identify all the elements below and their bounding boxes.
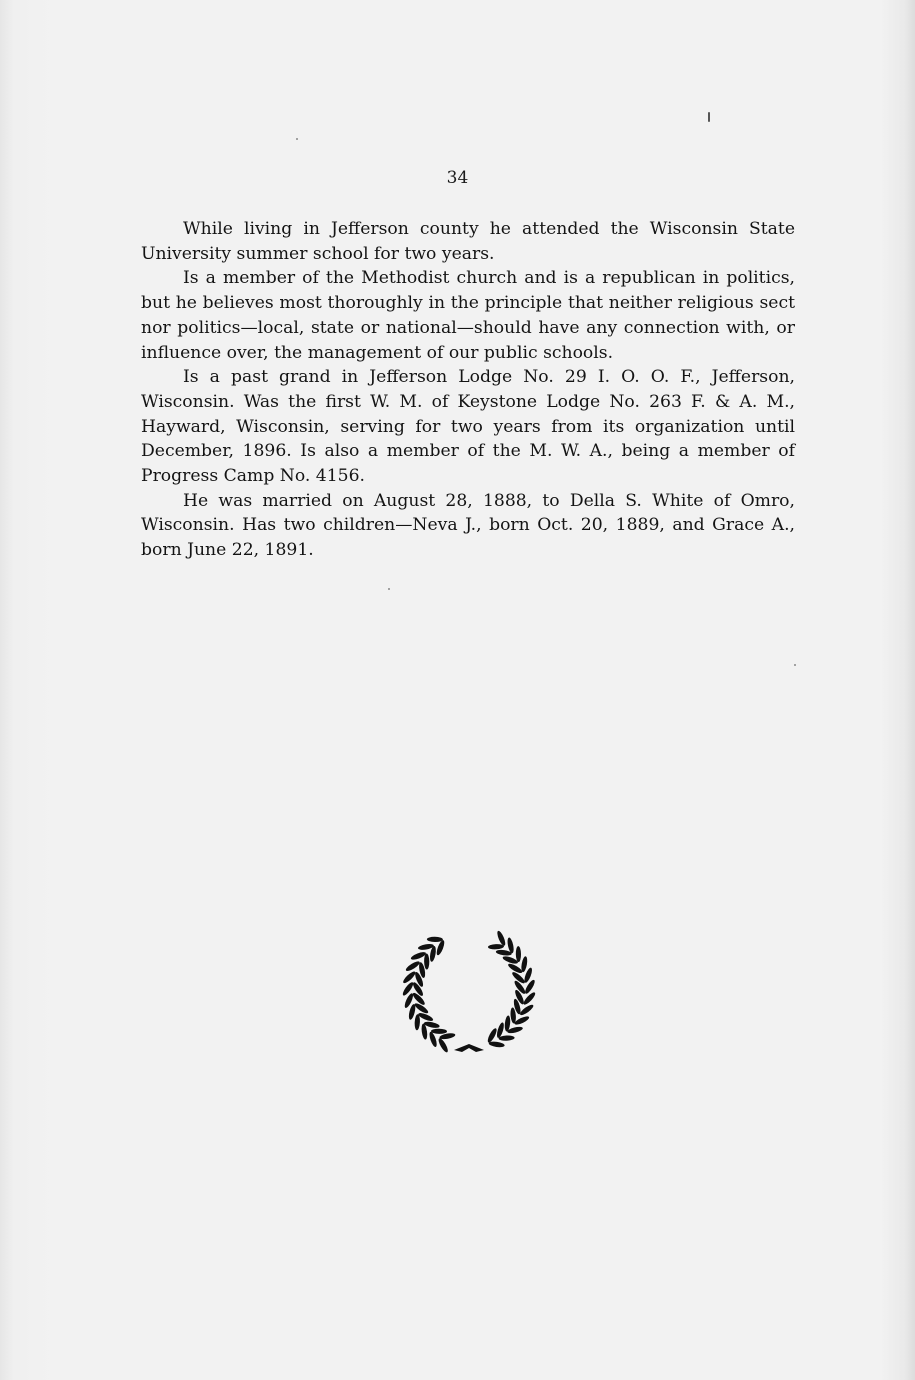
- paragraph-lodges: Is a past grand in Jefferson Lodge No. 29 I. O. O. F., Jefferson, Wisconsin. Was the first W. M. of Keystone Lodge No. 263 F. & A. M., Hayward, Wisconsin, serving for two years from its organization until December, 1896. Is also a member of the M. W. A., being a member of Progress Camp No. 4156.: [141, 367, 795, 487]
- wreath-leaf: [516, 946, 521, 962]
- wreath-leaf: [414, 1014, 420, 1030]
- paper-speck: [296, 138, 298, 140]
- wreath-bow: [454, 1044, 484, 1052]
- body-text: [141, 217, 795, 563]
- wreath-leaf: [519, 1003, 535, 1017]
- wreath-leaf: [408, 1004, 417, 1021]
- wreath-leaf: [520, 956, 528, 973]
- paragraph-religion-politics: Is a member of the Methodist church and is a republican in politics, but he believes most thoroughly in the principle that neither religious sect nor politics—local, state or national—should have any connection with, or influence over, the management of our public schools.: [141, 268, 795, 363]
- wreath-leaf: [513, 1015, 530, 1026]
- paper-speck: [708, 112, 710, 122]
- paper-speck: [794, 664, 796, 666]
- wreath-leaf: [424, 953, 429, 969]
- paper-speck: [388, 588, 390, 590]
- wreath-leaf: [510, 1007, 517, 1023]
- wreath-leaf: [427, 937, 443, 942]
- wreath-leaf: [488, 1041, 505, 1048]
- paragraph-education: While living in Jefferson county he attended the Wisconsin State University summer school for two years.: [141, 219, 795, 264]
- wreath-leaf: [498, 1035, 514, 1041]
- paragraph-family: He was married on August 28, 1888, to Della S. White of Omro, Wisconsin. Has two children—Neva J., born Oct. 20, 1889, and Grace A., born June 22, 1891.: [141, 490, 795, 561]
- wreath-leaf: [488, 944, 504, 950]
- page-number: 34: [446, 168, 469, 188]
- wreath-leaf: [486, 1027, 498, 1044]
- laurel-wreath-icon: [384, 912, 554, 1072]
- wreath-leaf: [437, 1037, 450, 1053]
- wreath-leaf: [405, 960, 421, 973]
- wreath-leaf: [431, 1029, 447, 1034]
